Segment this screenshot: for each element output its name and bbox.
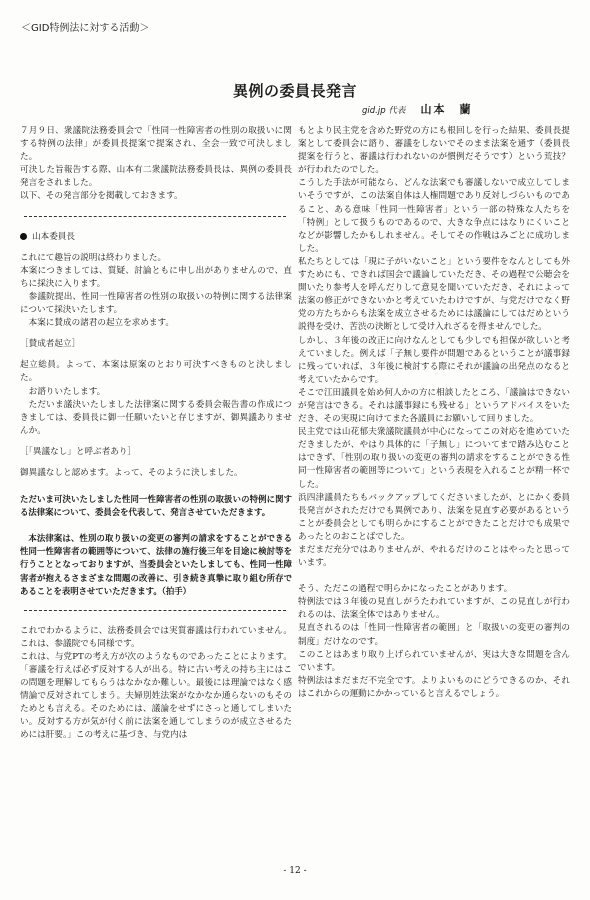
page-number: - 12 - <box>283 866 307 876</box>
byline <box>362 101 473 117</box>
intro-paragraph: 可決した旨報告する際、山本有二衆議院法務委員長は、異例の委員長発言をされました。 <box>20 165 292 189</box>
speech-paragraph: 本案につきましては、質疑、討論ともに申し出がありませんので、直ちに採決に入ります。 <box>20 265 292 289</box>
stage-direction: ［「異議なし」と呼ぶ者あり］ <box>20 446 137 457</box>
body-paragraph: 特例法では３年後の見直しがうたわれていますが、この見直しが行われるのは、法案全体ではありません。 <box>298 597 570 621</box>
body-paragraph: 浜四津議員たちもバックアップしてくださいましたが、とにかく委員長発言がされただけでも異例であり、法案を見直す必要があるということが委員会としても明らかにすることができたことだけでも成果であったとのおことばでした。 <box>298 492 570 542</box>
stage-direction: ［賛成者起立］ <box>20 339 81 350</box>
body-paragraph: このことはあまり取り上げられていませんが、実は大きな問題を含んでいます。 <box>298 649 570 673</box>
body-paragraph: 特例法はまだまだ不完全です。よりよいものにどうできるのか、それはこれからの運動にかかっていると言えるでしょう。 <box>298 675 570 699</box>
right-column <box>298 125 570 701</box>
left-column <box>20 125 292 743</box>
speech-paragraph: 御異議なしと認めます。よって、そのように決しました。 <box>20 467 243 478</box>
body-paragraph: 民主党では山花郁夫衆議院議員が中心になってこの対応を進めていただきましたが、やはり具体的に「子無し」についてまで踏み込むことはできず、「性別の取り扱いの変更の審判の請求をすることができる性同一性障害者の範囲等について」という表現を入れることが精一杯でした。 <box>298 427 570 490</box>
speech-paragraph: 起立総員。よって、本案は原案のとおり可決すべきものと決しました。 <box>20 360 292 384</box>
body-paragraph: そこで江田議員を始め何人かの方に相談したところ、「議論はできないが発言はできる。それは議事録にも残せる」というアドバイスをいただき、その実現に向けてまた各議員にお願いして回りました。 <box>298 387 570 425</box>
article-title: 異例の委員長発言 <box>232 82 357 100</box>
chair-statement: 本法律案は、性別の取り扱いの変更の審判の請求をすることができる性同一性障害者の範囲等について、法律の施行後三年を目途に検討等を行うこととなっておりますが、当委員会といたしましても、性同一性障害者が抱えるさまざまな問題の改善に、引き続き真摯に取り組む所存であることを表明させていただきます。（拍手） <box>20 533 292 596</box>
dashed-divider <box>24 216 286 217</box>
body-paragraph: 見直されるのは「性同一性障害者の範囲」と「取扱いの変更の審判の制度」だけなのです。 <box>298 623 570 647</box>
bullet-icon <box>20 233 27 240</box>
author-name: 山本 蘭 <box>420 103 473 116</box>
section-label: ＜GID特例法に対する活動＞ <box>21 23 150 34</box>
body-paragraph: これは、与党PTの考え方が次のようなものであったことによります。「審議を行えば必ず反対する人が出る。特に古い考えの持ち主にはこの問題を理解してもらうはなかなか難しい。最後には理論ではなく感情論で反対されてしまう。夫婦別姓法案がなかなか通らないのもそのためとも言える。そのためには、議論をせずにさっと通してしまいたい。反対する方が気が付く前に法案を通してしまうのが成立させるためには肝要。」この考えに基づき、与党内は <box>20 651 292 741</box>
body-paragraph: まだまだ充分ではありませんが、やれるだけのことはやったと思っています。 <box>298 545 570 569</box>
body-paragraph: そう、ただこの過程で明らかになったことがあります。 <box>298 584 513 595</box>
body-paragraph: こうした手法が可能なら、どんな法案でも審議しないで成立してしまいそうですが、この法案自体は人権問題であり反対しづらいものであること、ある意味「性同一性障害者」という一部の特殊な人たちを「特例」として扱うものであるので、大きな争点にはなりにくいことなどが影響したかもしれません。そしてその作戦はみごとに成功しました。 <box>298 178 570 254</box>
author-affiliation: gid.jp 代表 <box>362 106 406 116</box>
speech-paragraph: 参議院提出、性同一性障害者の性別の取扱いの特例に関する法律案について採決いたします。 <box>20 291 292 316</box>
body-paragraph: しかし、３年後の改正に向けなんとしても少しでも担保が欲しいと考えていました。例えば「子無し要件が問題であるということが議事録に残っていれば、３年後に検討する際にそれが議論の出発点のなると考えていたからです。 <box>298 335 570 385</box>
speaker-name: 山本委員長 <box>32 231 75 242</box>
intro-paragraph: ７月９日、衆議院法務委員会で「性同一性障害者の性別の取扱いに関する特例の法律」が委員長提案で提案され、全会一致で可決しました。 <box>20 126 292 163</box>
speech-paragraph: これにて趣旨の説明は終わりました。 <box>20 252 167 263</box>
body-paragraph: これでわかるように、法務委員会では実質審議は行われていません。これは、参議院でも同様です。 <box>20 625 292 649</box>
chair-statement: ただいま可決いたしました性同一性障害者の性別の取扱いの特例に関する法律案について、委員会を代表して、発言させていただきます。 <box>20 494 292 518</box>
speaker-heading <box>20 231 292 244</box>
intro-paragraph: 以下、その発言部分を掲載しておきます。 <box>20 191 183 202</box>
speech-paragraph: お諮りいたします。 <box>28 386 106 397</box>
dashed-divider <box>24 610 286 611</box>
body-paragraph: 私たちとしては「現に子がいないこと」という要件をなんとしても外すためにも、できれば国会で議論していただき、その過程で公聴会を開いたり参考人を呼んだりして意見を聞いていただき、それによって法案の修正ができないかと考えていたわけですが、与党だけでなく野党の方たちからも法案を成立させるためには議論にしてはだめという説得を受け、苦渋の決断として受け入れざるを得ませんでした。 <box>298 256 570 333</box>
speech-paragraph: 本案に賛成の諸君の起立を求めます。 <box>28 318 175 329</box>
body-paragraph: もとより民主党を含めた野党の方にも根回しを行った結果、委員長提案として委員会に諮り、審議をしないでそのまま法案を通す（委員長提案を行うと、審議は行われないのが慣例だそうです）という荒技？が行われたのでした。 <box>298 126 570 176</box>
speech-paragraph: ただいま議決いたしました法律案に関する委員会報告書の作成につきましては、委員長に御一任願いたいと存じますが、御異議ありませんか。 <box>20 399 292 436</box>
